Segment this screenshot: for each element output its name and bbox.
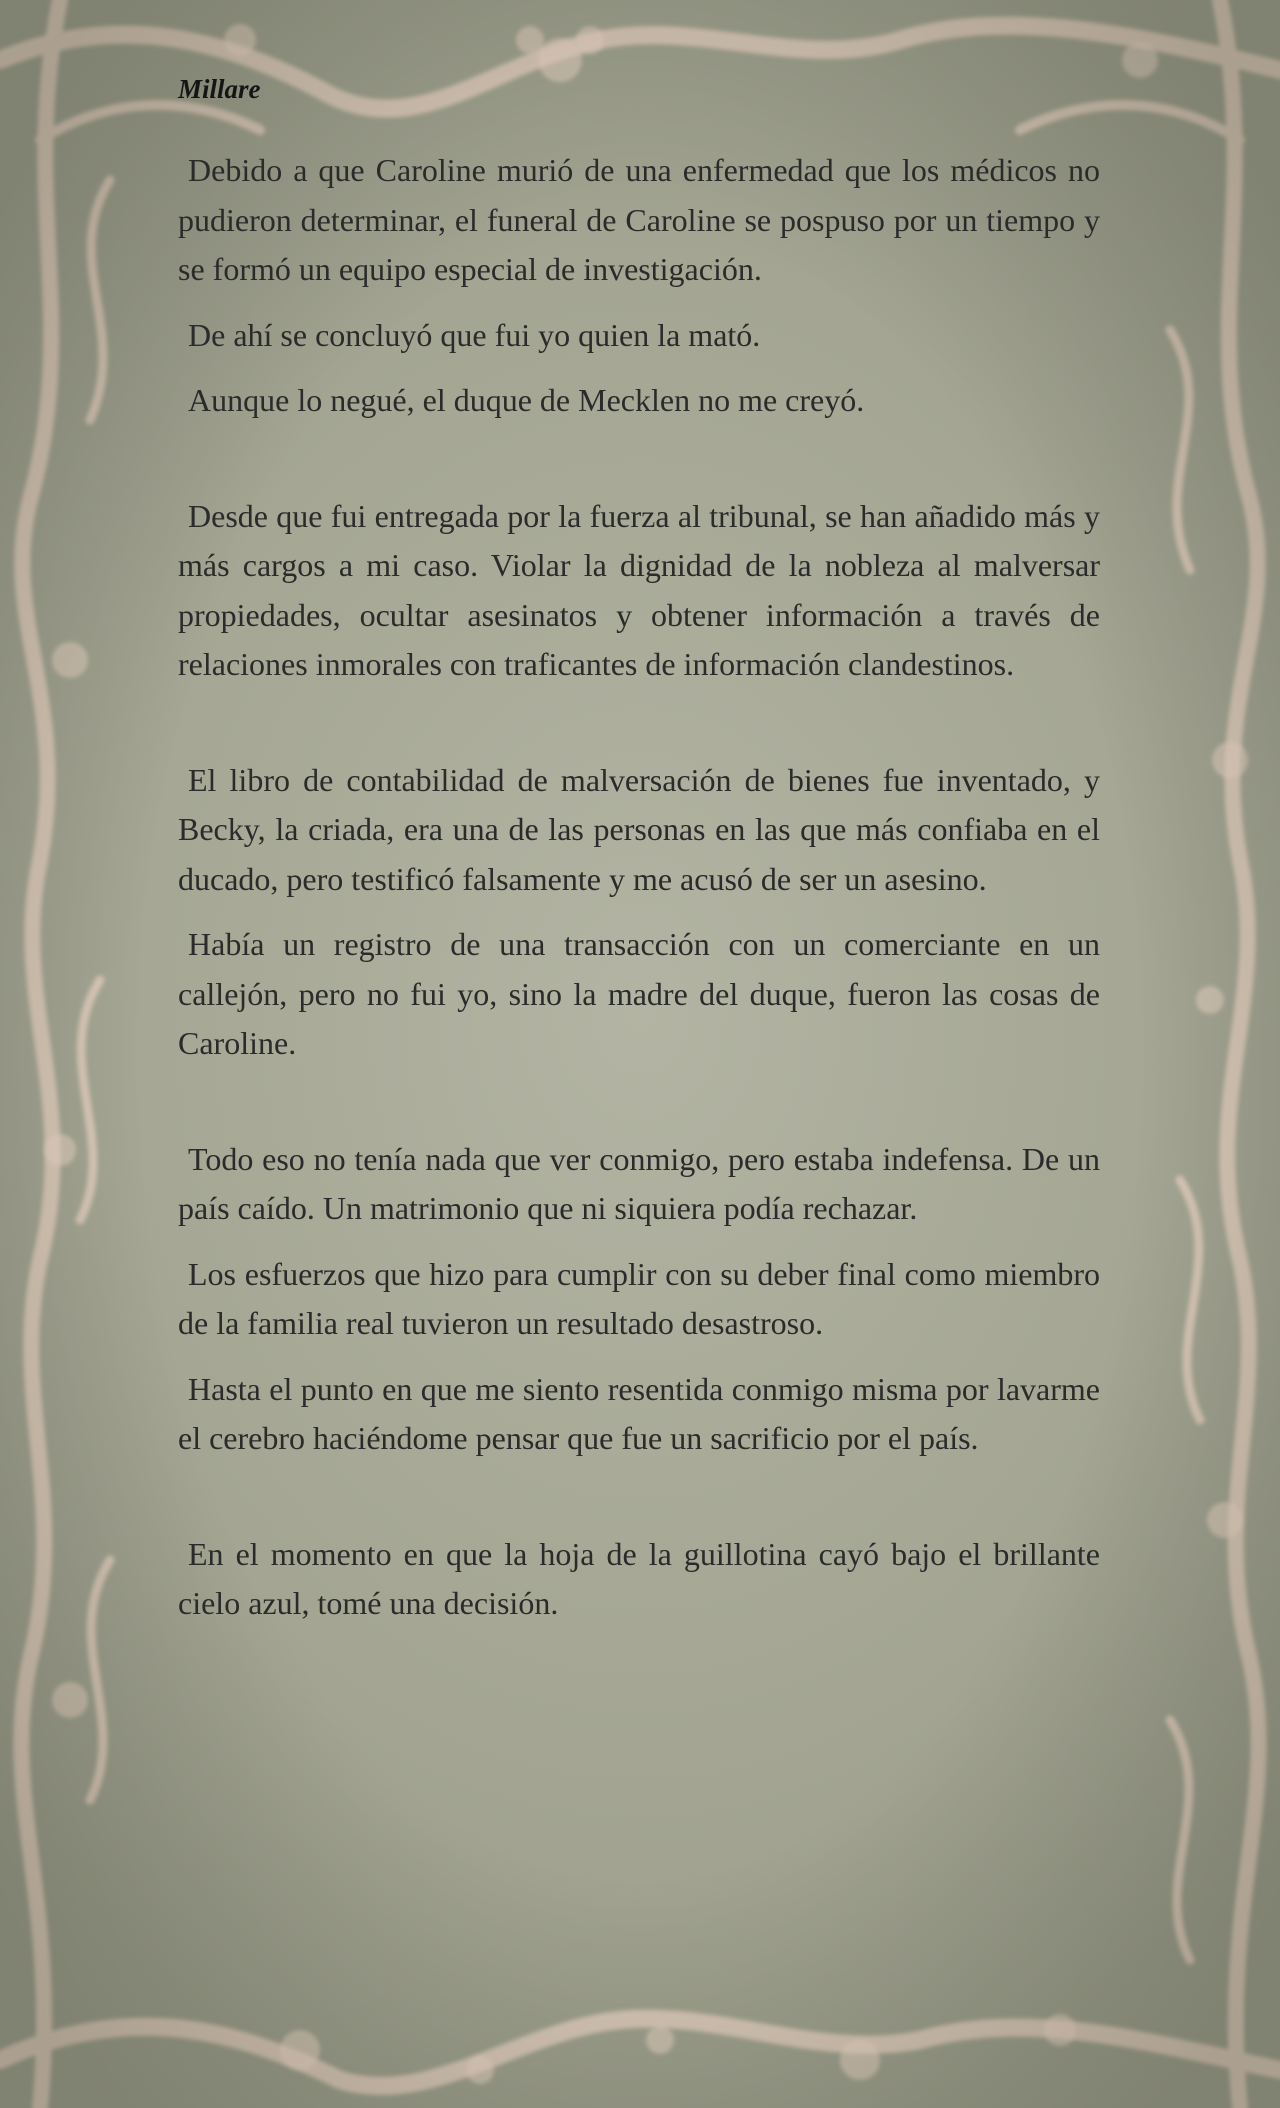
paragraph: Hasta el punto en que me siento resentida conmigo misma por lavarme el cerebro haciéndome pensar que fue un sacrificio por el país. bbox=[178, 1370, 1100, 1456]
paragraph: Desde que fui entregada por la fuerza al tribunal, se han añadido más y más cargos a mi caso. Violar la dignidad de la nobleza al malversar propiedades, ocultar asesinatos y obtener información a través de relaciones inmorales con traficantes de información clandestinos. bbox=[178, 497, 1100, 682]
page-header-title: Millare bbox=[178, 74, 261, 104]
paragraph: Debido a que Caroline murió de una enfermedad que los médicos no pudieron determinar, el funeral de Caroline se pospuso por un tiempo y se formó un equipo especial de investigación. bbox=[178, 152, 1100, 287]
body-text bbox=[178, 146, 1100, 1629]
paragraph: Todo eso no tenía nada que ver conmigo, pero estaba indefensa. De un país caído. Un matrimonio que ni siquiera podía rechazar. bbox=[178, 1140, 1100, 1226]
paragraph: Los esfuerzos que hizo para cumplir con su deber final como miembro de la familia real tuvieron un resultado desastroso. bbox=[178, 1255, 1100, 1341]
paragraph: En el momento en que la hoja de la guillotina cayó bajo el brillante cielo azul, tomé una decisión. bbox=[178, 1535, 1100, 1621]
paragraph: De ahí se concluyó que fui yo quien la mató. bbox=[188, 316, 761, 353]
paragraph: El libro de contabilidad de malversación de bienes fue inventado, y Becky, la criada, era una de las personas en las que más confiaba en el ducado, pero testificó falsamente y me acusó de ser un asesino. bbox=[178, 761, 1100, 897]
paragraph: Aunque lo negué, el duque de Mecklen no me creyó. bbox=[188, 382, 865, 418]
paragraph: Había un registro de una transacción con un comerciante en un callejón, pero no fui yo, sino la madre del duque, fueron las cosas de Caroline. bbox=[178, 926, 1100, 1061]
